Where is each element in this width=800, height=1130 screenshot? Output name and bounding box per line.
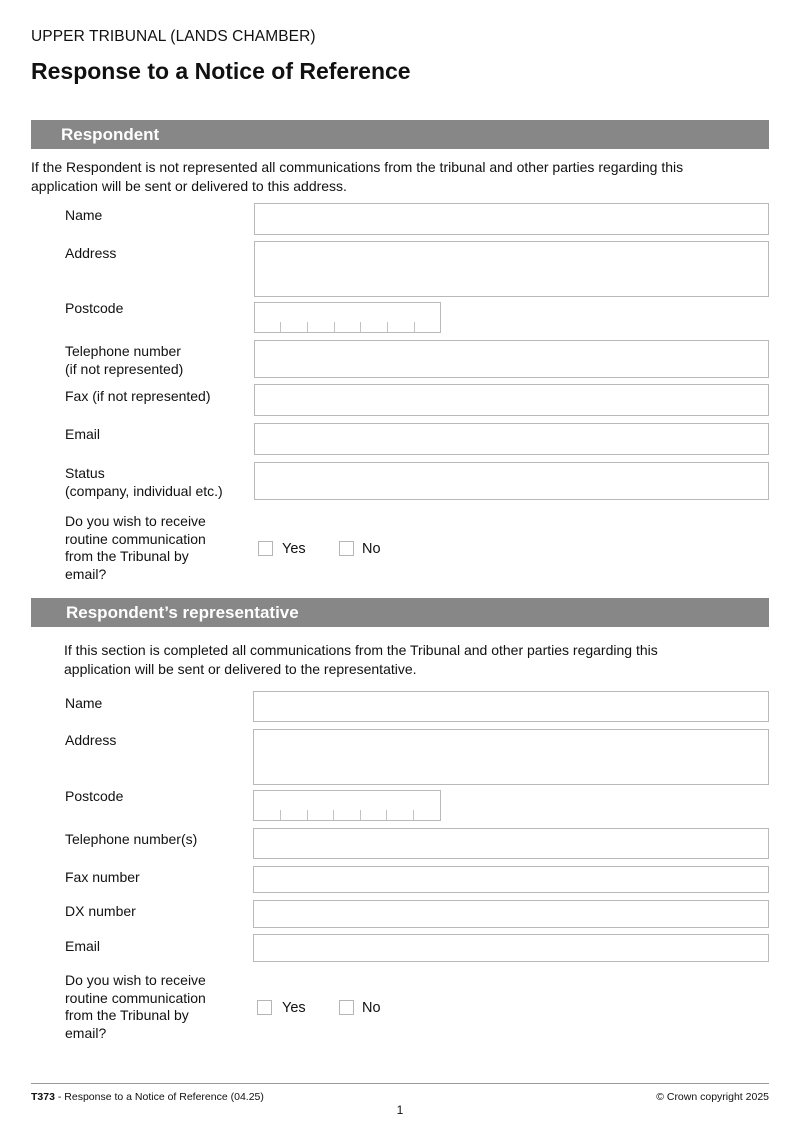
representative-telephone-field[interactable] <box>253 828 769 859</box>
intro-line: application will be sent or delivered to the representative. <box>64 661 417 677</box>
postcode-divider <box>386 810 387 820</box>
postcode-divider <box>360 810 361 820</box>
respondent-name-field[interactable] <box>254 203 769 235</box>
representative-name-label: Name <box>65 695 103 711</box>
respondent-address-field[interactable] <box>254 241 769 297</box>
respondent-email-label: Email <box>65 426 101 442</box>
section-title: Respondent <box>61 125 160 144</box>
postcode-divider <box>280 810 281 820</box>
intro-line: If this section is completed all communications from the Tribunal and other parties regarding this <box>64 642 658 658</box>
page-number: 1 <box>396 1103 404 1117</box>
representative-postcode-field[interactable] <box>253 790 441 821</box>
representative-email-field[interactable] <box>253 934 769 962</box>
respondent-fax-field[interactable] <box>254 384 769 416</box>
representative-email-yes-checkbox[interactable] <box>257 1000 272 1015</box>
postcode-divider <box>280 322 281 332</box>
footer-divider <box>31 1083 769 1084</box>
respondent-intro <box>31 158 683 196</box>
intro-line: If the Respondent is not represented all communications from the tribunal and other parties regarding this <box>31 159 684 175</box>
respondent-telephone-label: Telephone number (if not represented) <box>65 343 184 377</box>
section-title: Respondent’s representative <box>66 603 299 622</box>
postcode-divider <box>307 322 308 332</box>
postcode-divider <box>307 810 308 820</box>
respondent-address-label: Address <box>65 245 117 261</box>
section-header-respondent <box>31 120 769 149</box>
representative-intro <box>64 641 658 679</box>
respondent-postcode-label: Postcode <box>65 300 124 316</box>
representative-address-field[interactable] <box>253 729 769 785</box>
respondent-email-yes-checkbox[interactable] <box>258 541 273 556</box>
representative-fax-label: Fax number <box>65 869 140 885</box>
respondent-postcode-field[interactable] <box>254 302 441 333</box>
footer-copyright: © Crown copyright 2025 <box>656 1091 769 1103</box>
organisation-name: UPPER TRIBUNAL (LANDS CHAMBER) <box>31 28 316 45</box>
representative-email-label: Email <box>65 938 101 954</box>
postcode-divider <box>333 810 334 820</box>
representative-dx-field[interactable] <box>253 900 769 928</box>
respondent-telephone-field[interactable] <box>254 340 769 378</box>
representative-fax-field[interactable] <box>253 866 769 893</box>
section-header-representative <box>31 598 769 627</box>
postcode-divider <box>414 322 415 332</box>
footer-form-reference <box>31 1091 264 1103</box>
respondent-email-no-checkbox[interactable] <box>339 541 354 556</box>
respondent-fax-label: Fax (if not represented) <box>65 388 211 404</box>
respondent-email-no-label: No <box>362 541 381 557</box>
respondent-name-label: Name <box>65 207 103 223</box>
representative-postcode-label: Postcode <box>65 788 124 804</box>
respondent-email-yes-label: Yes <box>282 541 306 557</box>
page-title: Response to a Notice of Reference <box>31 58 411 84</box>
respondent-status-label: Status (company, individual etc.) <box>65 465 223 499</box>
representative-email-yes-label: Yes <box>282 1000 306 1016</box>
postcode-divider <box>387 322 388 332</box>
postcode-divider <box>334 322 335 332</box>
representative-address-label: Address <box>65 732 117 748</box>
form-code: T373 <box>31 1091 55 1103</box>
representative-email-question: Do you wish to receive routine communication from the Tribunal by email? <box>65 972 206 1041</box>
postcode-divider <box>413 810 414 820</box>
representative-telephone-label: Telephone number(s) <box>65 831 198 847</box>
representative-email-no-label: No <box>362 1000 381 1016</box>
form-title: - Response to a Notice of Reference (04.25) <box>54 1091 264 1103</box>
representative-email-no-checkbox[interactable] <box>339 1000 354 1015</box>
representative-name-field[interactable] <box>253 691 769 722</box>
representative-dx-label: DX number <box>65 903 136 919</box>
respondent-email-question: Do you wish to receive routine communication from the Tribunal by email? <box>65 513 206 582</box>
respondent-email-field[interactable] <box>254 423 769 455</box>
respondent-status-field[interactable] <box>254 462 769 500</box>
intro-line: application will be sent or delivered to this address. <box>31 178 347 194</box>
postcode-divider <box>360 322 361 332</box>
